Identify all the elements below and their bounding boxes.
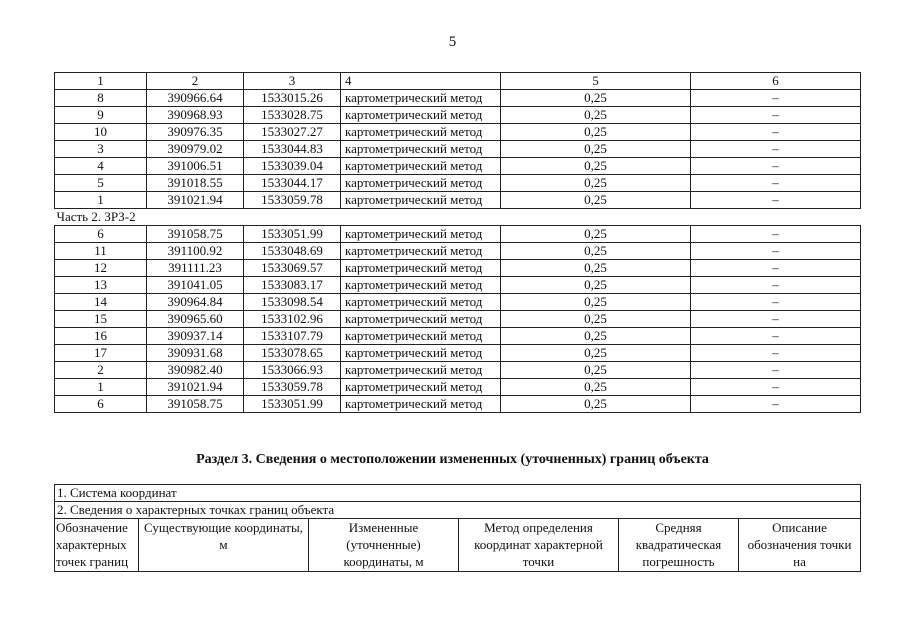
table-cell: картометрический метод	[341, 124, 501, 141]
table-cell: 0,25	[501, 192, 691, 209]
table-cell: 390966.64	[147, 90, 244, 107]
table-cell: 0,25	[501, 277, 691, 294]
table-cell: 0,25	[501, 328, 691, 345]
header-method: Метод определения координат характерной точки	[459, 519, 619, 572]
table-row	[55, 107, 861, 124]
coordinates-table	[54, 72, 861, 413]
table-cell: 390931.68	[147, 345, 244, 362]
table-header-row	[55, 73, 861, 90]
table-cell: 6	[691, 73, 861, 90]
table-row	[55, 294, 861, 311]
table-cell: –	[691, 124, 861, 141]
table-cell: 0,25	[501, 124, 691, 141]
table-cell: –	[691, 141, 861, 158]
table-cell: 5	[55, 175, 147, 192]
table-row	[55, 345, 861, 362]
table-cell: 391021.94	[147, 379, 244, 396]
table-cell: –	[691, 379, 861, 396]
table-cell: 1533059.78	[244, 192, 341, 209]
table-cell: картометрический метод	[341, 226, 501, 243]
table-cell: 0,25	[501, 175, 691, 192]
table-cell: 391018.55	[147, 175, 244, 192]
table-cell: –	[691, 226, 861, 243]
table-cell: 10	[55, 124, 147, 141]
table-cell: 9	[55, 107, 147, 124]
section-3-table	[54, 484, 861, 572]
table-cell: 391041.05	[147, 277, 244, 294]
table-cell: 1533098.54	[244, 294, 341, 311]
table-cell: 1533039.04	[244, 158, 341, 175]
table-cell: 1533102.96	[244, 311, 341, 328]
table-cell: 391111.23	[147, 260, 244, 277]
table-cell: 1533044.83	[244, 141, 341, 158]
table-cell: 1	[55, 73, 147, 90]
table-cell: –	[691, 277, 861, 294]
table-cell: картометрический метод	[341, 362, 501, 379]
table-row	[55, 362, 861, 379]
table-cell: картометрический метод	[341, 294, 501, 311]
table-cell: 0,25	[501, 243, 691, 260]
table-cell: картометрический метод	[341, 107, 501, 124]
table-row	[55, 226, 861, 243]
header-changed-coordinates: Измененные (уточненные) координаты, м	[309, 519, 459, 572]
table-cell: –	[691, 328, 861, 345]
table-cell: 1533066.93	[244, 362, 341, 379]
part-label-row	[55, 209, 861, 226]
section-3-header-row	[55, 519, 861, 572]
section-3-title: Раздел 3. Сведения о местоположении измененных (уточненных) границ объекта	[196, 452, 709, 467]
table-cell: 0,25	[501, 379, 691, 396]
table-row	[55, 124, 861, 141]
table-cell: –	[691, 362, 861, 379]
table-cell: 1533083.17	[244, 277, 341, 294]
table-cell: 391021.94	[147, 192, 244, 209]
table-cell: 5	[501, 73, 691, 90]
table-cell: 0,25	[501, 158, 691, 175]
table-cell: 8	[55, 90, 147, 107]
table-cell: 17	[55, 345, 147, 362]
table-cell: картометрический метод	[341, 175, 501, 192]
table-cell: картометрический метод	[341, 345, 501, 362]
table-cell: 390964.84	[147, 294, 244, 311]
table-cell: 2	[147, 73, 244, 90]
table-row	[55, 328, 861, 345]
table-row	[55, 90, 861, 107]
table-cell: картометрический метод	[341, 311, 501, 328]
table-cell: 1533107.79	[244, 328, 341, 345]
table-cell: картометрический метод	[341, 158, 501, 175]
table-cell: 0,25	[501, 260, 691, 277]
table-cell: 1533078.65	[244, 345, 341, 362]
table-cell: 1	[55, 379, 147, 396]
table-cell: –	[691, 192, 861, 209]
table-cell: 391100.92	[147, 243, 244, 260]
table-cell: 0,25	[501, 141, 691, 158]
table-cell: 3	[244, 73, 341, 90]
table-row	[55, 277, 861, 294]
page-number: 5	[448, 34, 457, 50]
table-cell: 3	[55, 141, 147, 158]
table-row	[55, 311, 861, 328]
table-cell: 390979.02	[147, 141, 244, 158]
table-cell: –	[691, 294, 861, 311]
table-cell: 0,25	[501, 107, 691, 124]
header-existing-coordinates: Существующие координаты, м	[139, 519, 309, 572]
table-cell: картометрический метод	[341, 243, 501, 260]
table-cell: –	[691, 107, 861, 124]
table-cell: 16	[55, 328, 147, 345]
coordinate-system-row: 1. Система координат	[55, 485, 861, 502]
table-cell: –	[691, 260, 861, 277]
table-row	[55, 396, 861, 413]
table-cell: 0,25	[501, 345, 691, 362]
table-row	[55, 141, 861, 158]
table-cell: 0,25	[501, 90, 691, 107]
table-cell: 0,25	[501, 311, 691, 328]
table-cell: 1533059.78	[244, 379, 341, 396]
part-label: Часть 2. ЗРЗ-2	[55, 209, 861, 226]
table-cell: 0,25	[501, 294, 691, 311]
table-cell: 0,25	[501, 362, 691, 379]
table-cell: 4	[341, 73, 501, 90]
table-cell: 1533044.17	[244, 175, 341, 192]
table-cell: 390976.35	[147, 124, 244, 141]
table-cell: –	[691, 396, 861, 413]
table-cell: картометрический метод	[341, 379, 501, 396]
table-cell: 1	[55, 192, 147, 209]
table-cell: 1533051.99	[244, 396, 341, 413]
table-cell: 1533051.99	[244, 226, 341, 243]
header-mean-error: Средняя квадратическая погрешность	[619, 519, 739, 572]
table-cell: 1533028.75	[244, 107, 341, 124]
header-point-designation: Обозначение характерных точек границ	[55, 519, 139, 572]
table-cell: картометрический метод	[341, 90, 501, 107]
table-cell: 391058.75	[147, 396, 244, 413]
table-cell: 1533015.26	[244, 90, 341, 107]
table-cell: картометрический метод	[341, 260, 501, 277]
table-cell: –	[691, 243, 861, 260]
table-cell: 0,25	[501, 226, 691, 243]
table-cell: 390937.14	[147, 328, 244, 345]
table-cell: –	[691, 175, 861, 192]
table-cell: 391006.51	[147, 158, 244, 175]
table-row	[55, 243, 861, 260]
table-row	[55, 379, 861, 396]
table-cell: 1533048.69	[244, 243, 341, 260]
table-cell: –	[691, 90, 861, 107]
table-cell: 11	[55, 243, 147, 260]
table-cell: 6	[55, 396, 147, 413]
table-cell: 390965.60	[147, 311, 244, 328]
table-cell: 390968.93	[147, 107, 244, 124]
table-cell: 14	[55, 294, 147, 311]
table-cell: –	[691, 158, 861, 175]
table-cell: 391058.75	[147, 226, 244, 243]
table-cell: 1533069.57	[244, 260, 341, 277]
table-cell: картометрический метод	[341, 328, 501, 345]
table-cell: 6	[55, 226, 147, 243]
table-row	[55, 260, 861, 277]
table-row	[55, 158, 861, 175]
table-cell: –	[691, 311, 861, 328]
table-cell: картометрический метод	[341, 141, 501, 158]
table-cell: 13	[55, 277, 147, 294]
table-cell: 2	[55, 362, 147, 379]
table-cell: картометрический метод	[341, 396, 501, 413]
table-cell: 1533027.27	[244, 124, 341, 141]
points-info-row: 2. Сведения о характерных точках границ объекта	[55, 502, 861, 519]
table-row	[55, 175, 861, 192]
table-cell: 4	[55, 158, 147, 175]
table-cell: 0,25	[501, 396, 691, 413]
table-cell: картометрический метод	[341, 277, 501, 294]
table-cell: 15	[55, 311, 147, 328]
table-cell: 12	[55, 260, 147, 277]
table-row	[55, 192, 861, 209]
table-cell: –	[691, 345, 861, 362]
table-cell: картометрический метод	[341, 192, 501, 209]
header-point-description: Описание обозначения точки на	[739, 519, 861, 572]
table-cell: 390982.40	[147, 362, 244, 379]
